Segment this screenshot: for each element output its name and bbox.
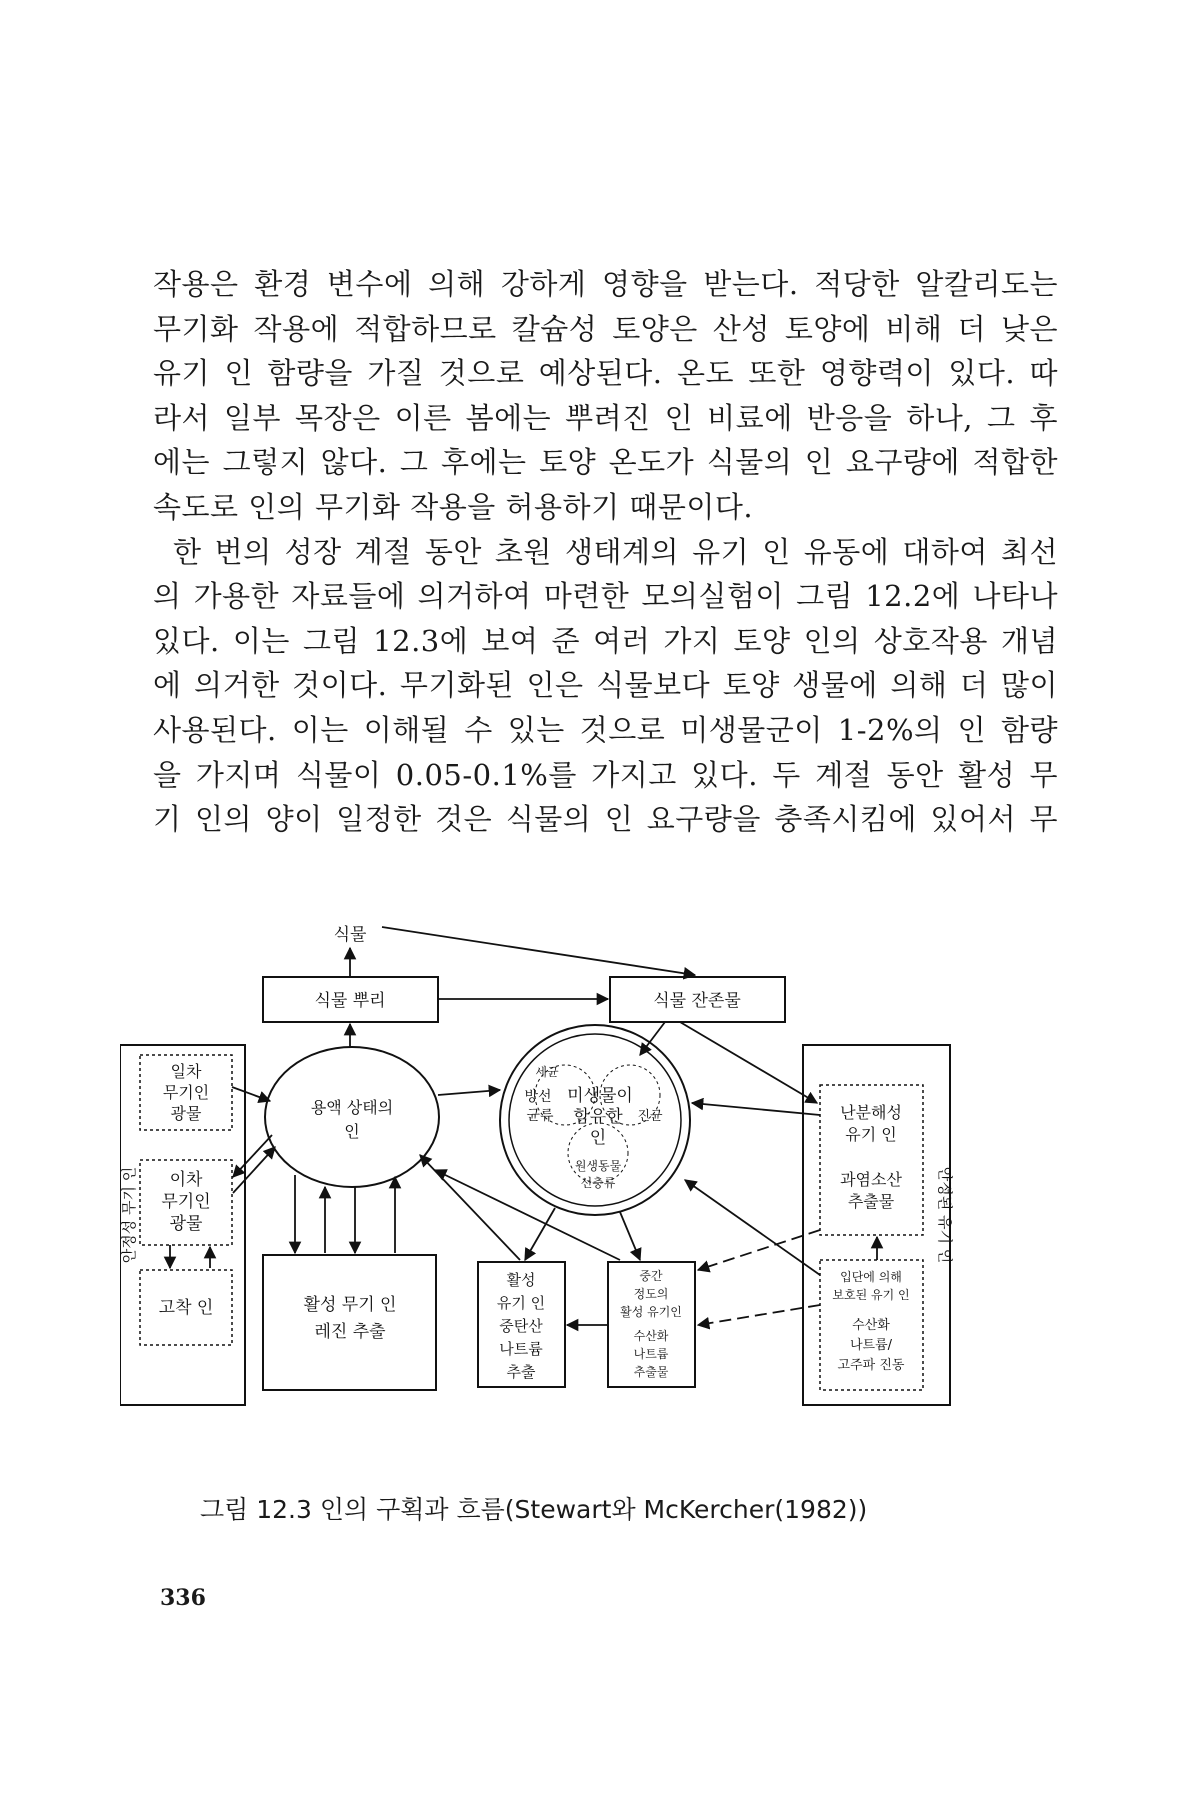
moderate-organic-line: 정도의 [633,1287,669,1301]
text-line: 사용된다. 이는 이해될 수 있는 것으로 미생물군이 1-2%의 인 함량 [153,712,1058,747]
sonication-line: 고주파 진동 [837,1358,905,1373]
sonication-line: 수산화 [852,1318,890,1333]
aggregate-protected-line: 보호된 유기 인 [832,1288,910,1302]
aggregate-to-microbe-arrow [685,1180,820,1275]
stable-inorganic-label: 안정성 무기 인 [120,1166,138,1264]
paragraph-2 [153,530,1058,842]
solution-p-ellipse [265,1047,439,1187]
active-organic-line: 유기 인 [496,1294,546,1312]
secondary-mineral-line: 광물 [169,1214,203,1234]
solution-to-microbe-arrow [438,1090,500,1095]
active-organic-line: 추출 [506,1363,536,1381]
resin-extract-line: 활성 무기 인 [303,1295,397,1315]
aggregate-to-moderate-dashed-arrow [698,1305,820,1325]
resistant-to-moderate-dashed-arrow [698,1230,820,1270]
secondary-mineral-line: 무기인 [161,1192,211,1212]
microbe-to-moderate-organic-arrow [620,1212,640,1260]
text-line: 유기 인 함량을 가질 것으로 예상된다. 온도 또한 영향력이 있다. 따 [153,356,1058,391]
active-organic-line: 활성 [506,1271,536,1289]
resistant-to-microbe-arrow [692,1103,820,1115]
figure-caption: 그림 12.3 인의 구획과 흐름(Stewart와 McKercher(1982)) [200,1495,868,1524]
protozoa-line: 선충류 [580,1176,616,1190]
microbe-center-line: 미생물이 [567,1086,633,1106]
bacteria-label: 세균 [535,1065,559,1079]
body-text [153,262,1058,842]
resistant-organic-line: 난분해성 [840,1103,902,1122]
aggregate-protected-line: 입단에 의해 [840,1270,902,1284]
resistant-organic-line: 유기 인 [845,1125,897,1144]
paragraph-1 [153,262,1058,530]
plant-root-label: 식물 뿌리 [314,991,386,1011]
residue-to-organic-arrow [680,1022,817,1103]
active-organic-line: 중탄산 [499,1317,543,1335]
solution-p-line: 인 [344,1122,360,1141]
primary-mineral-line: 광물 [170,1104,202,1123]
actinomycetes-line: 방선 [524,1089,552,1105]
stable-organic-label: 안정된 유기 인 [936,1166,954,1264]
text-line: 라서 일부 목장은 이른 봄에는 뿌려진 인 비료에 반응을 하나, 그 후 [153,400,1058,435]
primary-to-solution-arrow [232,1087,270,1101]
moderate-organic-line: 추출물 [633,1365,669,1379]
page-number: 336 [160,1585,206,1611]
text-line: 한 번의 성장 계절 동안 초원 생태계의 유기 인 유동에 대하여 최선 [173,534,1058,569]
moderate-organic-line: 수산화 [633,1329,669,1343]
solution-p-line: 용액 상태의 [310,1098,394,1117]
fungi-label: 진균 [637,1109,663,1124]
perchloric-extract-line: 추출물 [847,1192,895,1211]
plant-residue-label: 식물 잔존물 [653,991,741,1011]
occluded-p-label: 고착 인 [158,1298,214,1318]
secondary-mineral-line: 이차 [169,1170,203,1190]
text-line: 에 의거한 것이다. 무기화된 인은 식물보다 토양 생물에 의해 더 많이 [153,668,1058,703]
text-line: 에는 그렇지 않다. 그 후에는 토양 온도가 식물의 인 요구량에 적합한 [153,445,1058,480]
moderate-organic-line: 중간 [639,1269,663,1283]
phosphorus-flow-diagram [120,915,1080,1475]
text-line: 무기화 작용에 적합하므로 칼슘성 토양은 산성 토양에 비해 더 낮은 [153,311,1058,346]
plant-label: 식물 [333,925,367,945]
moderate-organic-line: 나트륨 [633,1347,669,1361]
text-line: 작용은 환경 변수에 의해 강하게 영향을 받는다. 적당한 알칼리도는 [153,267,1058,301]
moderate-organic-line: 활성 유기인 [620,1305,682,1319]
primary-mineral-line: 무기인 [162,1083,210,1102]
active-organic-line: 나트륨 [499,1340,543,1358]
text-line: 속도로 인의 무기화 작용을 허용하기 때문이다. [153,489,754,524]
perchloric-extract-line: 과염소산 [840,1170,902,1189]
resin-extract-line: 레진 추출 [314,1322,386,1342]
plant-to-residue-arrow [382,927,695,975]
sonication-line: 나트륨/ [849,1338,893,1353]
primary-mineral-line: 일차 [170,1062,202,1081]
actinomycetes-line: 균류 [526,1108,554,1124]
protozoa-line: 원생동물 [574,1159,622,1173]
text-line: 을 가지며 식물이 0.05-0.1%를 가지고 있다. 두 계절 동안 활성 무 [153,757,1058,792]
microbe-center-line: 함유한 [573,1107,623,1127]
text-line: 의 가용한 자료들에 의거하여 마련한 모의실험이 그림 12.2에 나타나 [153,579,1058,614]
text-line: 있다. 이는 그림 12.3에 보여 준 여러 가지 토양 인의 상호작용 개념 [153,623,1058,658]
text-line: 기 인의 양이 일정한 것은 식물의 인 요구량을 충족시킴에 있어서 무 [153,802,1058,837]
microbe-center-line: 인 [589,1128,607,1148]
